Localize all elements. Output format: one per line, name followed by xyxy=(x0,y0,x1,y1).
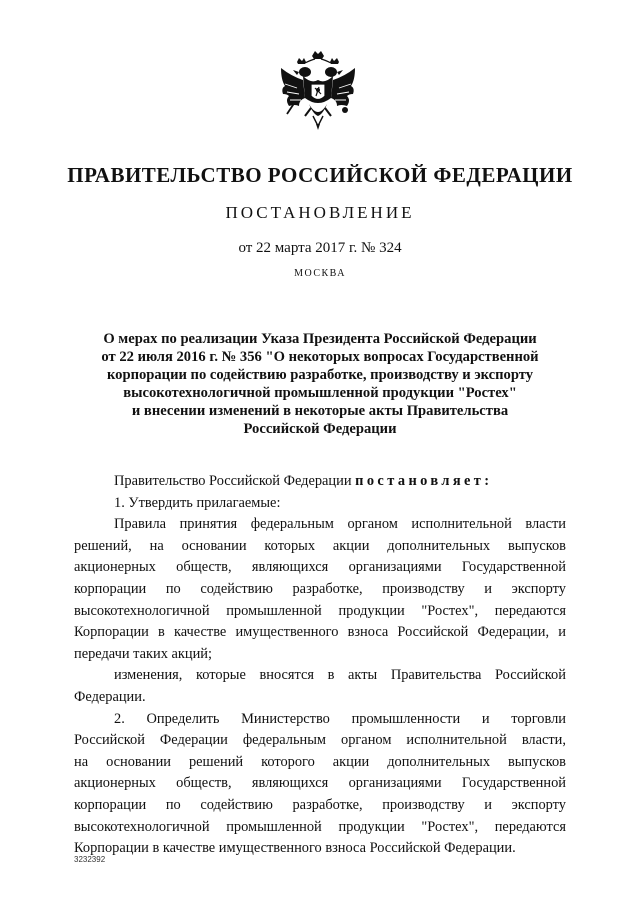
title-line: высокотехнологичной промышленной продукции "Ростех" xyxy=(123,385,517,401)
paragraph-line: Федерации. xyxy=(74,688,146,705)
title-line: О мерах по реализации Указа Президента Российской Федерации xyxy=(103,331,537,347)
document-type: ПОСТАНОВЛЕНИЕ xyxy=(225,203,415,222)
item-2-line: 2. Определить Министерство промышленности и торговли xyxy=(114,710,566,727)
paragraph-line: Правила принятия федеральным органом исполнительной власти xyxy=(114,516,566,533)
paragraph-line: решений, на основании которых акции дополнительных выпусков xyxy=(74,537,566,554)
item-2-line: Российской Федерации федеральным органом исполнительной власти, xyxy=(74,732,566,749)
intro-verb: постановляет: xyxy=(355,473,493,489)
coat-of-arms-icon xyxy=(275,50,361,148)
intro-line xyxy=(74,471,566,493)
title-line: от 22 июля 2016 г. № 356 "О некоторых вопросах Государственной xyxy=(101,349,539,365)
government-title: ПРАВИТЕЛЬСТВО РОССИЙСКОЙ ФЕДЕРАЦИИ xyxy=(67,163,573,187)
item-2-line: на основании решений которого акции дополнительных выпусков xyxy=(74,753,566,770)
item-2-line: высокотехнологичной промышленной продукции "Ростех", передаются xyxy=(74,818,566,835)
item-2-line: акционерных обществ, являющихся организациями Государственной xyxy=(74,775,566,792)
paragraph-line: высокотехнологичной промышленной продукции "Ростех", передаются xyxy=(74,602,566,619)
document-city: МОСКВА xyxy=(294,268,346,279)
document-date-number: от 22 марта 2017 г. № 324 xyxy=(238,240,402,256)
paragraph-line: изменения, которые вносятся в акты Правительства Российской xyxy=(114,667,566,684)
document-body xyxy=(74,471,566,860)
title-line: корпорации по содействию разработке, производству и экспорту xyxy=(106,367,534,383)
paragraph-line: акционерных обществ, являющихся организациями Государственной xyxy=(74,559,566,576)
paragraph-line: Корпорации в качестве имущественного взноса Российской Федерации, и xyxy=(74,624,566,641)
title-line: Российской Федерации xyxy=(243,421,397,437)
paragraph-line: корпорации по содействию разработке, производству и экспорту xyxy=(74,580,566,597)
item-2-line: Корпорации в качестве имущественного взноса Российской Федерации. xyxy=(74,840,516,857)
item-1-lead: 1. Утвердить прилагаемые: xyxy=(114,494,281,511)
item-2-line: корпорации по содействию разработке, производству и экспорту xyxy=(74,796,566,813)
title-line: и внесении изменений в некоторые акты Правительства xyxy=(131,403,509,419)
resolution-title xyxy=(78,330,562,438)
document-code: 3232392 xyxy=(74,855,106,864)
intro-text: Правительство Российской Федерации xyxy=(114,473,356,489)
paragraph-line: передачи таких акций; xyxy=(74,645,212,662)
